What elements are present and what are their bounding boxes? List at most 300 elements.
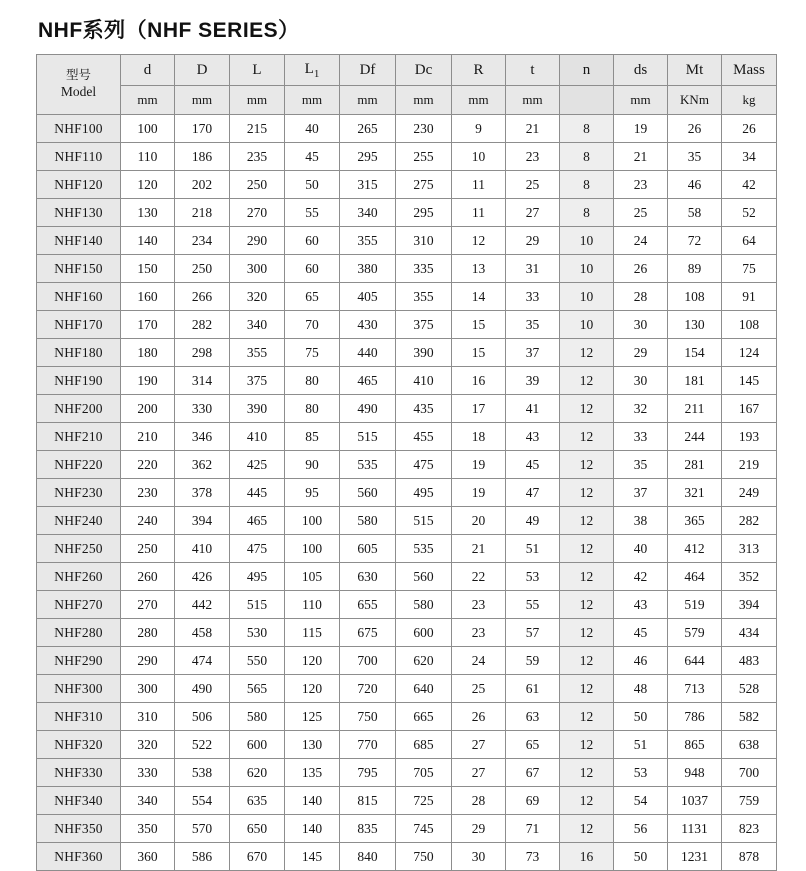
cell-Df: 265 [340, 115, 396, 143]
cell-ds: 42 [614, 563, 668, 591]
cell-L1: 100 [285, 507, 340, 535]
table-row [37, 339, 777, 367]
cell-d: 230 [121, 479, 175, 507]
cell-R: 18 [452, 423, 506, 451]
cell-Mt: 464 [668, 563, 722, 591]
cell-Mt: 58 [668, 199, 722, 227]
cell-D: 378 [175, 479, 230, 507]
cell-n: 12 [560, 423, 614, 451]
cell-d: 150 [121, 255, 175, 283]
cell-d: 350 [121, 815, 175, 843]
cell-L1: 100 [285, 535, 340, 563]
cell-Mt: 1037 [668, 787, 722, 815]
cell-D: 394 [175, 507, 230, 535]
cell-model: NHF310 [37, 703, 121, 731]
cell-Mass: 352 [722, 563, 777, 591]
cell-d: 270 [121, 591, 175, 619]
cell-Mass: 219 [722, 451, 777, 479]
cell-Dc: 495 [396, 479, 452, 507]
cell-R: 10 [452, 143, 506, 171]
table-row [37, 311, 777, 339]
cell-L1: 45 [285, 143, 340, 171]
cell-n: 12 [560, 703, 614, 731]
cell-L1: 120 [285, 647, 340, 675]
cell-Mt: 321 [668, 479, 722, 507]
cell-Mt: 108 [668, 283, 722, 311]
cell-d: 310 [121, 703, 175, 731]
cell-Mt: 865 [668, 731, 722, 759]
table-row [37, 703, 777, 731]
cell-Mass: 249 [722, 479, 777, 507]
cell-n: 12 [560, 675, 614, 703]
cell-D: 442 [175, 591, 230, 619]
cell-Mass: 42 [722, 171, 777, 199]
cell-Mt: 211 [668, 395, 722, 423]
cell-Dc: 410 [396, 367, 452, 395]
header-row-units [37, 86, 777, 115]
cell-L: 235 [230, 143, 285, 171]
cell-L1: 120 [285, 675, 340, 703]
spec-table-container [0, 54, 806, 871]
cell-Mt: 713 [668, 675, 722, 703]
cell-ds: 48 [614, 675, 668, 703]
cell-D: 218 [175, 199, 230, 227]
cell-Mt: 72 [668, 227, 722, 255]
cell-L: 290 [230, 227, 285, 255]
cell-Df: 440 [340, 339, 396, 367]
cell-d: 330 [121, 759, 175, 787]
cell-L1: 110 [285, 591, 340, 619]
cell-Df: 535 [340, 451, 396, 479]
header-unit-Df: mm [340, 86, 396, 115]
cell-L: 250 [230, 171, 285, 199]
cell-d: 340 [121, 787, 175, 815]
cell-Dc: 455 [396, 423, 452, 451]
cell-Mt: 579 [668, 619, 722, 647]
table-row [37, 115, 777, 143]
cell-n: 12 [560, 479, 614, 507]
table-row [37, 619, 777, 647]
cell-Mt: 26 [668, 115, 722, 143]
cell-model: NHF290 [37, 647, 121, 675]
header-model-en: Model [60, 83, 97, 99]
cell-t: 69 [506, 787, 560, 815]
cell-Mass: 64 [722, 227, 777, 255]
header-model [37, 55, 121, 115]
cell-Mt: 519 [668, 591, 722, 619]
cell-D: 474 [175, 647, 230, 675]
cell-Mt: 412 [668, 535, 722, 563]
cell-d: 260 [121, 563, 175, 591]
cell-d: 110 [121, 143, 175, 171]
cell-t: 31 [506, 255, 560, 283]
cell-R: 23 [452, 591, 506, 619]
cell-Mass: 878 [722, 843, 777, 871]
cell-n: 12 [560, 395, 614, 423]
cell-ds: 35 [614, 451, 668, 479]
cell-D: 282 [175, 311, 230, 339]
cell-model: NHF190 [37, 367, 121, 395]
cell-D: 202 [175, 171, 230, 199]
cell-R: 30 [452, 843, 506, 871]
cell-Dc: 435 [396, 395, 452, 423]
cell-ds: 53 [614, 759, 668, 787]
cell-Dc: 335 [396, 255, 452, 283]
cell-t: 67 [506, 759, 560, 787]
cell-Df: 815 [340, 787, 396, 815]
cell-Mt: 130 [668, 311, 722, 339]
cell-Dc: 310 [396, 227, 452, 255]
cell-model: NHF280 [37, 619, 121, 647]
header-row-symbols [37, 55, 777, 86]
header-unit-D: mm [175, 86, 230, 115]
cell-d: 320 [121, 731, 175, 759]
cell-ds: 19 [614, 115, 668, 143]
cell-Mt: 365 [668, 507, 722, 535]
cell-t: 73 [506, 843, 560, 871]
cell-L1: 55 [285, 199, 340, 227]
table-row [37, 479, 777, 507]
cell-ds: 21 [614, 143, 668, 171]
cell-d: 140 [121, 227, 175, 255]
cell-L1: 145 [285, 843, 340, 871]
cell-L: 410 [230, 423, 285, 451]
cell-ds: 29 [614, 339, 668, 367]
cell-L: 515 [230, 591, 285, 619]
cell-Mass: 282 [722, 507, 777, 535]
cell-Dc: 535 [396, 535, 452, 563]
cell-n: 10 [560, 283, 614, 311]
cell-L1: 140 [285, 787, 340, 815]
cell-n: 16 [560, 843, 614, 871]
cell-Dc: 255 [396, 143, 452, 171]
table-row [37, 367, 777, 395]
cell-t: 65 [506, 731, 560, 759]
cell-R: 24 [452, 647, 506, 675]
cell-Df: 675 [340, 619, 396, 647]
header-unit-Dc: mm [396, 86, 452, 115]
cell-ds: 24 [614, 227, 668, 255]
cell-n: 12 [560, 647, 614, 675]
cell-t: 45 [506, 451, 560, 479]
cell-L: 375 [230, 367, 285, 395]
cell-L: 670 [230, 843, 285, 871]
cell-model: NHF120 [37, 171, 121, 199]
cell-t: 29 [506, 227, 560, 255]
table-header [37, 55, 777, 115]
cell-R: 27 [452, 731, 506, 759]
cell-d: 130 [121, 199, 175, 227]
cell-Df: 355 [340, 227, 396, 255]
cell-model: NHF170 [37, 311, 121, 339]
cell-R: 21 [452, 535, 506, 563]
cell-L1: 85 [285, 423, 340, 451]
cell-R: 22 [452, 563, 506, 591]
cell-ds: 40 [614, 535, 668, 563]
cell-ds: 43 [614, 591, 668, 619]
cell-R: 15 [452, 311, 506, 339]
table-row [37, 255, 777, 283]
cell-model: NHF350 [37, 815, 121, 843]
cell-L1: 60 [285, 255, 340, 283]
cell-R: 28 [452, 787, 506, 815]
cell-Df: 630 [340, 563, 396, 591]
cell-t: 57 [506, 619, 560, 647]
cell-t: 59 [506, 647, 560, 675]
cell-n: 12 [560, 339, 614, 367]
header-unit-Mt: KNm [668, 86, 722, 115]
cell-Df: 465 [340, 367, 396, 395]
cell-Mass: 700 [722, 759, 777, 787]
cell-Dc: 375 [396, 311, 452, 339]
cell-D: 538 [175, 759, 230, 787]
header-unit-d: mm [121, 86, 175, 115]
header-unit-ds: mm [614, 86, 668, 115]
page-title: NHF系列（NHF SERIES） [38, 19, 300, 42]
header-unit-n [560, 86, 614, 115]
cell-Mass: 528 [722, 675, 777, 703]
cell-model: NHF180 [37, 339, 121, 367]
cell-model: NHF340 [37, 787, 121, 815]
table-row [37, 423, 777, 451]
cell-Dc: 560 [396, 563, 452, 591]
cell-L1: 50 [285, 171, 340, 199]
header-symbol-R: R [452, 55, 506, 86]
cell-L: 495 [230, 563, 285, 591]
cell-d: 190 [121, 367, 175, 395]
header-unit-L: mm [230, 86, 285, 115]
cell-n: 10 [560, 227, 614, 255]
cell-Dc: 580 [396, 591, 452, 619]
cell-Df: 720 [340, 675, 396, 703]
cell-D: 330 [175, 395, 230, 423]
cell-d: 240 [121, 507, 175, 535]
cell-ds: 56 [614, 815, 668, 843]
cell-D: 346 [175, 423, 230, 451]
table-row [37, 199, 777, 227]
cell-D: 170 [175, 115, 230, 143]
cell-R: 19 [452, 479, 506, 507]
table-row [37, 171, 777, 199]
cell-Dc: 745 [396, 815, 452, 843]
cell-Dc: 665 [396, 703, 452, 731]
cell-n: 8 [560, 171, 614, 199]
cell-n: 12 [560, 815, 614, 843]
cell-Mt: 1131 [668, 815, 722, 843]
header-symbol-t: t [506, 55, 560, 86]
cell-n: 8 [560, 115, 614, 143]
cell-ds: 25 [614, 199, 668, 227]
cell-R: 11 [452, 199, 506, 227]
cell-Mass: 75 [722, 255, 777, 283]
cell-t: 35 [506, 311, 560, 339]
header-symbol-n: n [560, 55, 614, 86]
cell-d: 290 [121, 647, 175, 675]
table-row [37, 731, 777, 759]
cell-t: 49 [506, 507, 560, 535]
table-body [37, 115, 777, 871]
cell-n: 10 [560, 311, 614, 339]
cell-L: 530 [230, 619, 285, 647]
cell-Df: 655 [340, 591, 396, 619]
cell-L: 320 [230, 283, 285, 311]
cell-Mt: 644 [668, 647, 722, 675]
cell-R: 20 [452, 507, 506, 535]
cell-L1: 90 [285, 451, 340, 479]
cell-L: 215 [230, 115, 285, 143]
cell-Mt: 948 [668, 759, 722, 787]
cell-L: 425 [230, 451, 285, 479]
cell-Mass: 145 [722, 367, 777, 395]
cell-L1: 125 [285, 703, 340, 731]
cell-D: 586 [175, 843, 230, 871]
cell-Mass: 394 [722, 591, 777, 619]
cell-d: 120 [121, 171, 175, 199]
cell-t: 71 [506, 815, 560, 843]
cell-L: 300 [230, 255, 285, 283]
cell-Df: 490 [340, 395, 396, 423]
cell-L1: 75 [285, 339, 340, 367]
cell-Df: 515 [340, 423, 396, 451]
cell-D: 490 [175, 675, 230, 703]
cell-Mt: 244 [668, 423, 722, 451]
cell-Mass: 108 [722, 311, 777, 339]
cell-L1: 70 [285, 311, 340, 339]
cell-t: 33 [506, 283, 560, 311]
cell-R: 9 [452, 115, 506, 143]
header-symbol-Mt: Mt [668, 55, 722, 86]
cell-Df: 605 [340, 535, 396, 563]
cell-R: 19 [452, 451, 506, 479]
cell-n: 12 [560, 787, 614, 815]
cell-n: 12 [560, 731, 614, 759]
cell-ds: 50 [614, 703, 668, 731]
cell-model: NHF330 [37, 759, 121, 787]
header-model-cn: 型号 [65, 68, 91, 83]
cell-model: NHF150 [37, 255, 121, 283]
cell-t: 61 [506, 675, 560, 703]
cell-R: 16 [452, 367, 506, 395]
cell-Df: 795 [340, 759, 396, 787]
cell-t: 55 [506, 591, 560, 619]
cell-L1: 95 [285, 479, 340, 507]
cell-ds: 45 [614, 619, 668, 647]
cell-d: 180 [121, 339, 175, 367]
cell-Dc: 620 [396, 647, 452, 675]
cell-t: 63 [506, 703, 560, 731]
cell-Df: 835 [340, 815, 396, 843]
cell-Mt: 46 [668, 171, 722, 199]
cell-L1: 65 [285, 283, 340, 311]
cell-Mass: 91 [722, 283, 777, 311]
cell-Mt: 786 [668, 703, 722, 731]
cell-L: 620 [230, 759, 285, 787]
cell-Mass: 638 [722, 731, 777, 759]
cell-L: 565 [230, 675, 285, 703]
cell-Mt: 154 [668, 339, 722, 367]
cell-Mass: 26 [722, 115, 777, 143]
cell-t: 37 [506, 339, 560, 367]
cell-d: 200 [121, 395, 175, 423]
cell-L1: 135 [285, 759, 340, 787]
cell-ds: 23 [614, 171, 668, 199]
cell-R: 29 [452, 815, 506, 843]
cell-t: 41 [506, 395, 560, 423]
cell-Df: 380 [340, 255, 396, 283]
cell-n: 8 [560, 199, 614, 227]
cell-t: 25 [506, 171, 560, 199]
table-row [37, 591, 777, 619]
cell-Mass: 167 [722, 395, 777, 423]
cell-D: 410 [175, 535, 230, 563]
header-symbol-ds: ds [614, 55, 668, 86]
cell-Df: 405 [340, 283, 396, 311]
cell-t: 51 [506, 535, 560, 563]
cell-Mt: 89 [668, 255, 722, 283]
cell-L1: 105 [285, 563, 340, 591]
cell-Mass: 434 [722, 619, 777, 647]
table-row [37, 759, 777, 787]
cell-D: 458 [175, 619, 230, 647]
cell-D: 362 [175, 451, 230, 479]
cell-Mt: 281 [668, 451, 722, 479]
cell-Dc: 475 [396, 451, 452, 479]
cell-D: 186 [175, 143, 230, 171]
cell-model: NHF360 [37, 843, 121, 871]
cell-model: NHF140 [37, 227, 121, 255]
cell-D: 298 [175, 339, 230, 367]
cell-ds: 30 [614, 367, 668, 395]
cell-model: NHF160 [37, 283, 121, 311]
cell-R: 14 [452, 283, 506, 311]
table-row [37, 647, 777, 675]
cell-n: 12 [560, 367, 614, 395]
cell-L1: 115 [285, 619, 340, 647]
header-symbol-Dc: Dc [396, 55, 452, 86]
cell-model: NHF230 [37, 479, 121, 507]
cell-model: NHF110 [37, 143, 121, 171]
cell-Mt: 1231 [668, 843, 722, 871]
cell-R: 17 [452, 395, 506, 423]
cell-R: 13 [452, 255, 506, 283]
cell-D: 234 [175, 227, 230, 255]
table-row [37, 675, 777, 703]
cell-Df: 840 [340, 843, 396, 871]
table-row [37, 451, 777, 479]
cell-D: 554 [175, 787, 230, 815]
cell-n: 12 [560, 535, 614, 563]
table-row [37, 283, 777, 311]
cell-Dc: 275 [396, 171, 452, 199]
cell-Dc: 705 [396, 759, 452, 787]
cell-D: 266 [175, 283, 230, 311]
cell-model: NHF300 [37, 675, 121, 703]
cell-R: 27 [452, 759, 506, 787]
cell-ds: 54 [614, 787, 668, 815]
cell-d: 250 [121, 535, 175, 563]
cell-t: 53 [506, 563, 560, 591]
cell-R: 15 [452, 339, 506, 367]
cell-L1: 60 [285, 227, 340, 255]
cell-ds: 38 [614, 507, 668, 535]
cell-d: 170 [121, 311, 175, 339]
table-row [37, 563, 777, 591]
cell-L1: 130 [285, 731, 340, 759]
header-unit-L1: mm [285, 86, 340, 115]
table-row [37, 395, 777, 423]
cell-Dc: 355 [396, 283, 452, 311]
cell-L: 580 [230, 703, 285, 731]
